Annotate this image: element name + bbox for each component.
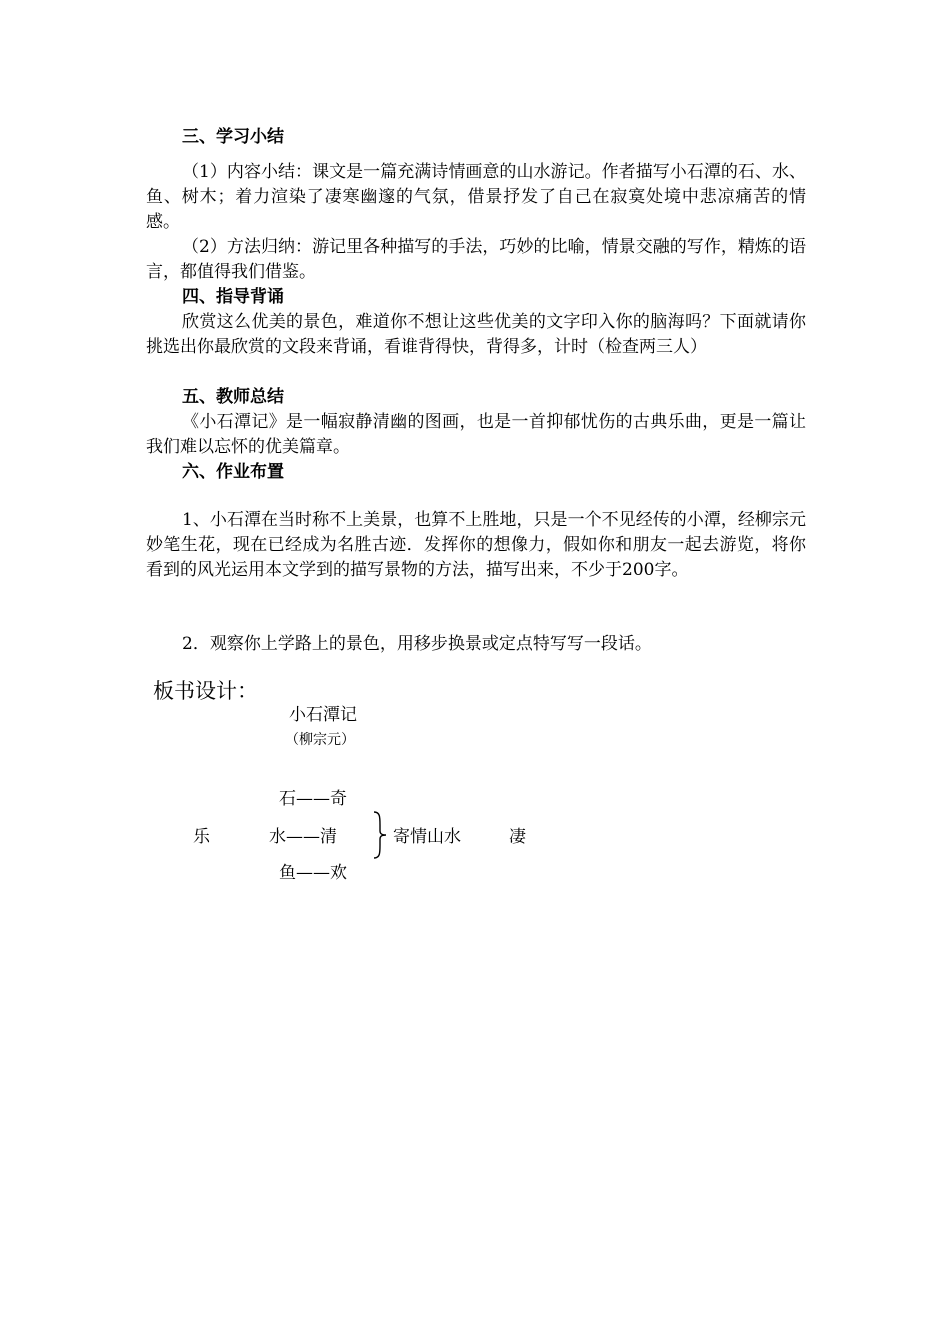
board-row-stone: 石——奇 [279,789,347,809]
recite-heading: 四、指导背诵 [182,287,284,307]
summary-content-paragraph: （1）内容小结：课文是一篇充满诗情画意的山水游记。作者描写小石潭的石、水、鱼、树木；着力渲染了凄寒幽邃的气氛，借景抒发了自己在寂寞处境中悲凉痛苦的情感。 [146,162,806,232]
board-author: （柳宗元） [285,732,355,748]
recite-paragraph: 欣赏这么优美的景色，难道你不想让这些优美的文字印入你的脑海吗？下面就请你挑选出你最欣赏的文段来背诵，看谁背得快，背得多，计时（检查两三人） [146,312,806,357]
board-right-word: 凄 [509,827,526,847]
board-title: 小石潭记 [289,705,357,725]
teacher-summary-paragraph: 《小石潭记》是一幅寂静清幽的图画，也是一首抑郁忧伤的古典乐曲，更是一篇让我们难以忘怀的优美篇章。 [146,412,806,457]
board-center-phrase: 寄情山水 [393,827,461,847]
board-row-fish: 鱼——欢 [279,863,347,883]
homework-item-1: 1、小石潭在当时称不上美景，也算不上胜地，只是一个不见经传的小潭，经柳宗元妙笔生花，现在已经成为名胜古迹．发挥你的想像力，假如你和朋友一起去游览，将你看到的风光运用本文学到的描写景物的方法，描写出来，不少于200字。 [146,510,806,580]
board-design-label: 板书设计： [153,679,258,703]
homework-heading: 六、作业布置 [182,462,284,482]
summary-heading: 三、学习小结 [182,127,284,147]
board-row-water: 水——清 [269,827,337,847]
teacher-summary-heading: 五、教师总结 [182,387,284,407]
brace-icon [372,811,388,859]
board-left-word: 乐 [193,827,210,847]
homework-item-2: 2．观察你上学路上的景色，用移步换景或定点特写写一段话。 [182,634,652,654]
summary-method-paragraph: （2）方法归纳：游记里各种描写的手法，巧妙的比喻，情景交融的写作，精炼的语言，都值得我们借鉴。 [146,237,806,282]
